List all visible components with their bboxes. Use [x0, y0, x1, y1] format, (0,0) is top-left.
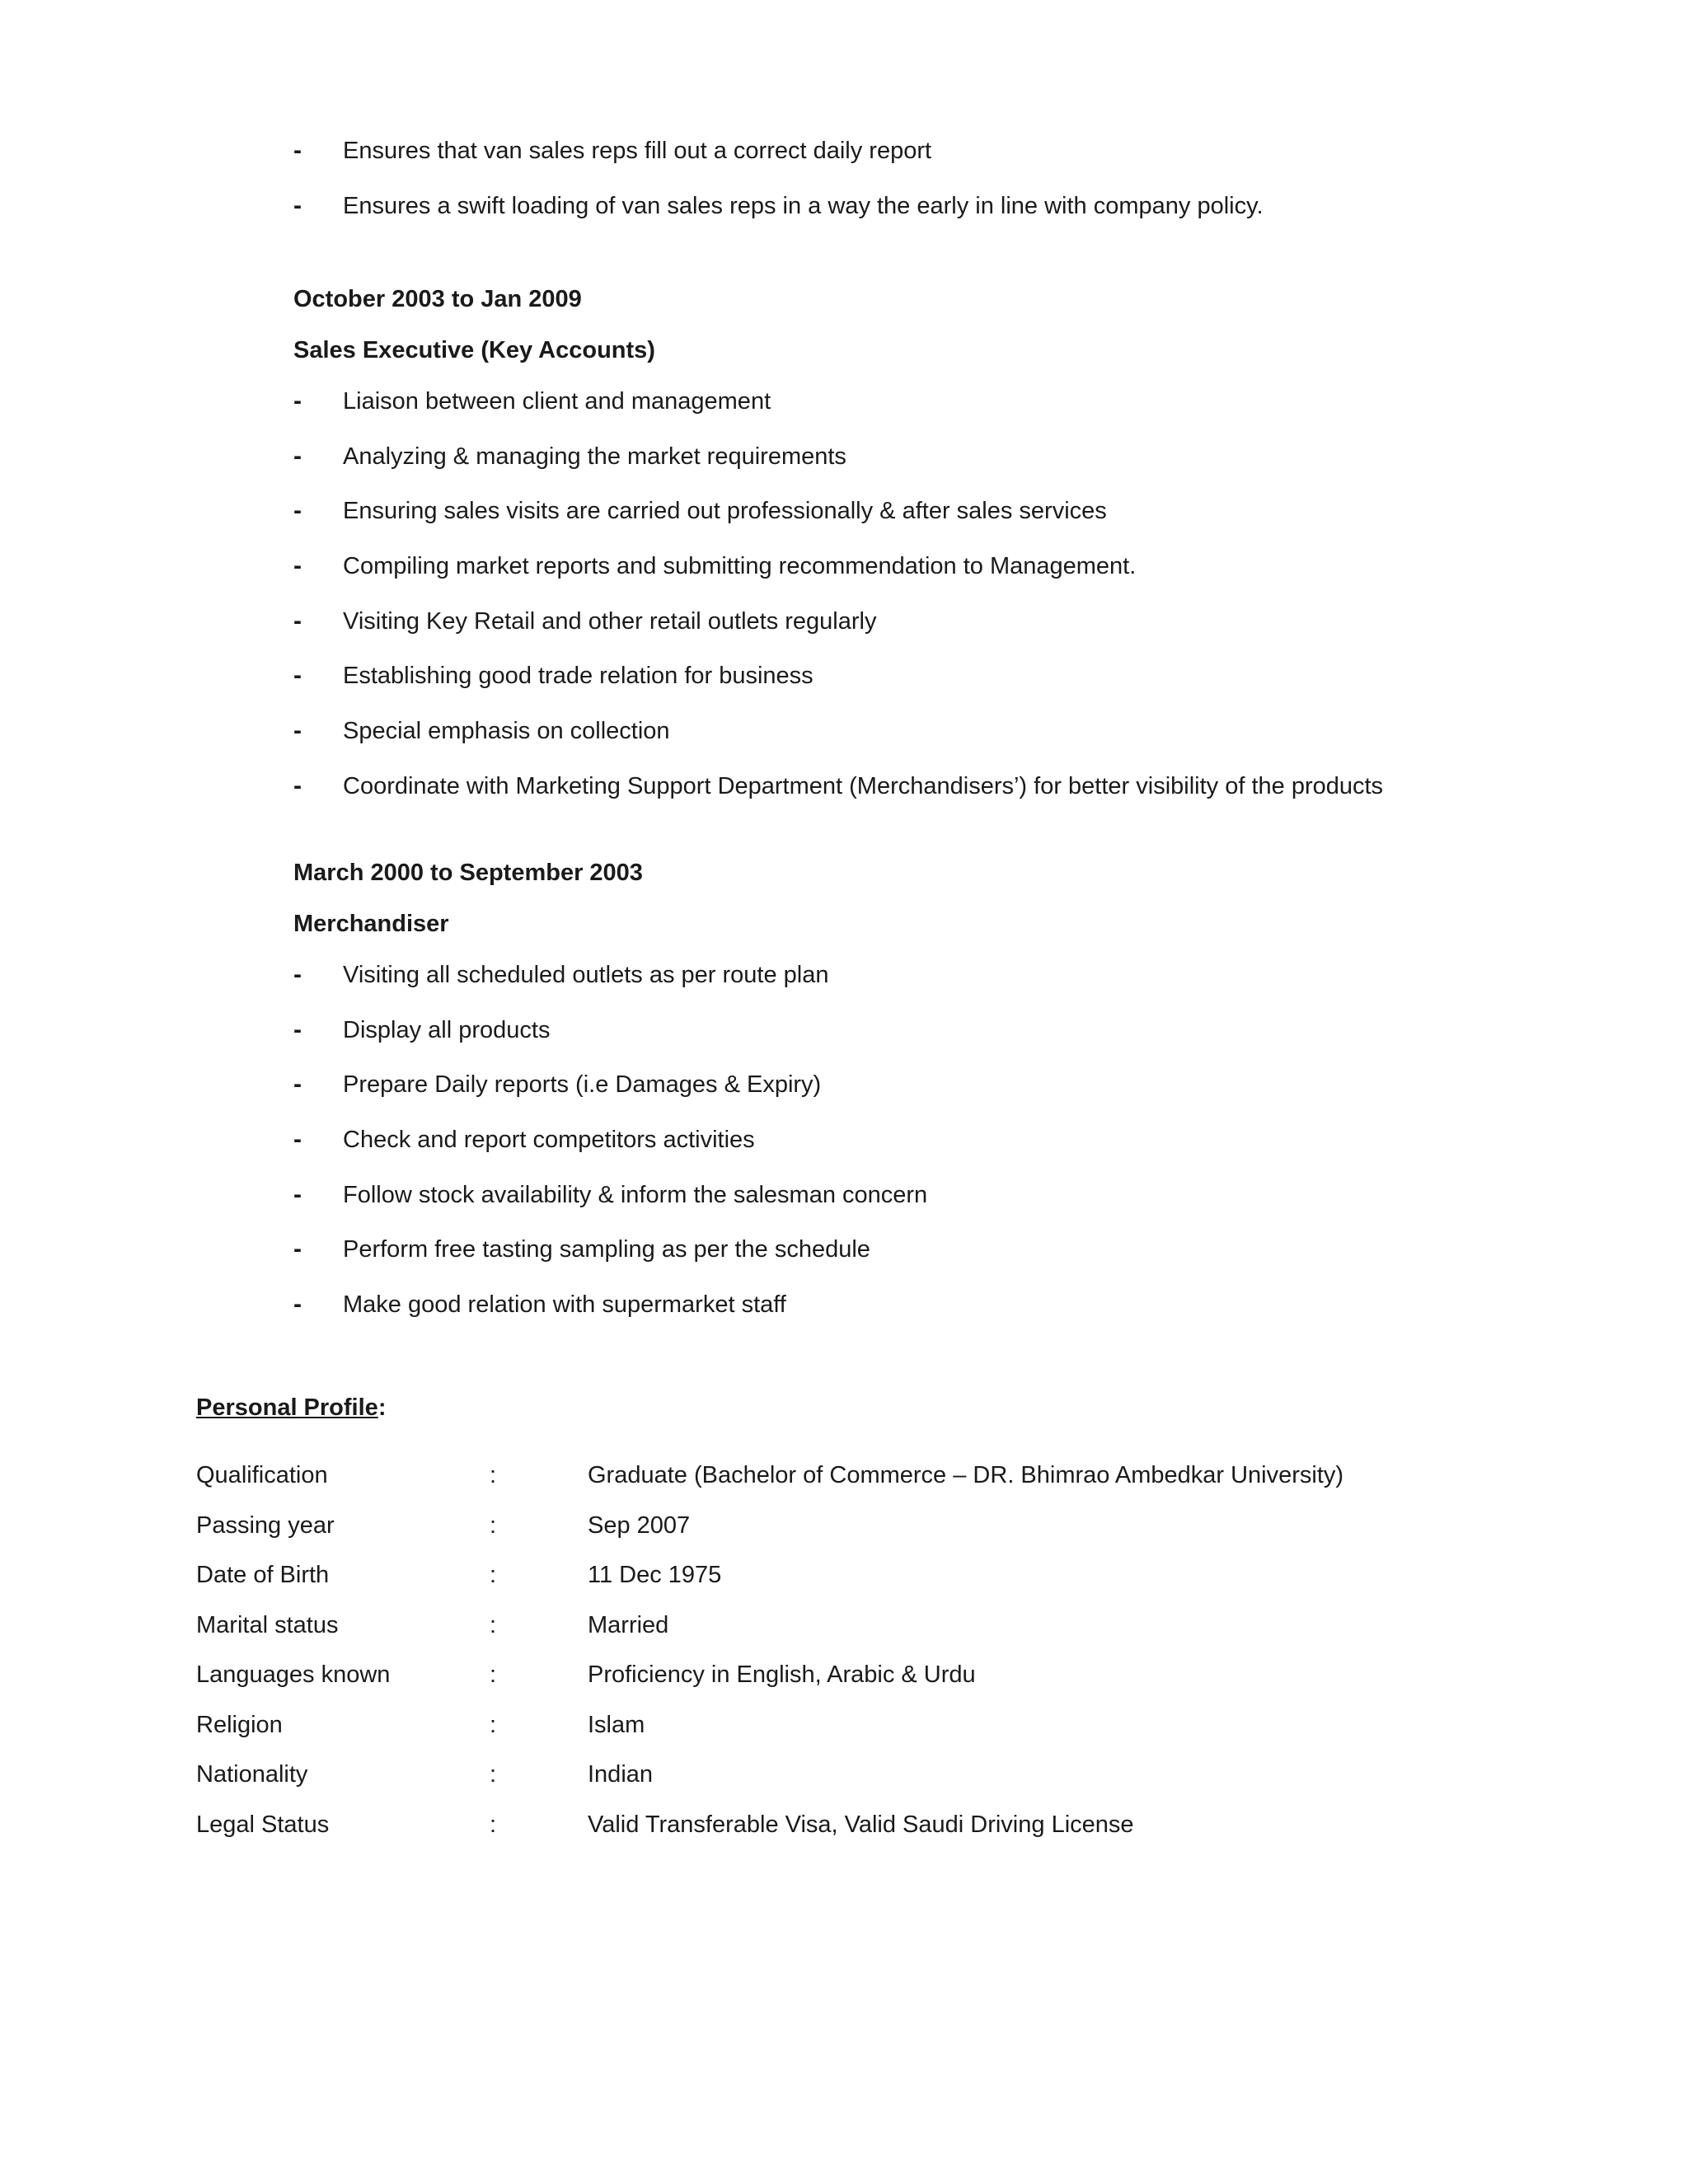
- bullet-dash: -: [293, 1071, 302, 1099]
- bullet-dash: -: [293, 662, 302, 690]
- list-item: [293, 960, 1530, 1015]
- profile-value: Sep 2007: [588, 1511, 691, 1539]
- bullet-dash: -: [293, 1291, 302, 1319]
- bullet-text: Follow stock availability & inform the salesman concern: [343, 1181, 928, 1208]
- bullet-text: Prepare Daily reports (i.e Damages & Expiry): [343, 1071, 822, 1099]
- profile-value: Valid Transferable Visa, Valid Saudi Driving License: [588, 1811, 1134, 1838]
- job-title: Sales Executive (Key Accounts): [293, 337, 655, 363]
- list-item: [293, 1015, 1530, 1071]
- bullet-dash: -: [293, 137, 302, 164]
- list-item: [293, 387, 1530, 442]
- bullet-dash: -: [293, 1015, 302, 1043]
- bullet-text: Establishing good trade relation for business: [343, 663, 814, 690]
- profile-separator: :: [490, 1462, 497, 1488]
- list-item: [293, 1290, 1530, 1345]
- bullet-text: Perform free tasting sampling as per the schedule: [343, 1236, 870, 1263]
- list-item: [293, 136, 1530, 191]
- bullet-dash: -: [293, 961, 302, 988]
- profile-row-date-of-birth: [196, 1560, 1515, 1610]
- profile-row-marital-status: [196, 1610, 1515, 1661]
- list-item: [293, 442, 1530, 497]
- profile-value: Indian: [588, 1761, 654, 1788]
- bullet-text: Visiting Key Retail and other retail outlets regularly: [343, 607, 877, 635]
- profile-label: Date of Birth: [196, 1562, 330, 1588]
- profile-separator: :: [490, 1811, 497, 1838]
- bullet-dash: -: [293, 1180, 302, 1208]
- profile-value: Married: [588, 1611, 669, 1638]
- profile-row-languages: [196, 1660, 1515, 1710]
- profile-label: Nationality: [196, 1761, 308, 1788]
- bullet-text: Compiling market reports and submitting recommendation to Management.: [343, 553, 1137, 580]
- bullet-text: Ensures that van sales reps fill out a correct daily report: [343, 138, 932, 164]
- profile-separator: :: [490, 1761, 497, 1788]
- profile-separator: :: [490, 1611, 497, 1638]
- profile-row-legal-status: [196, 1810, 1515, 1860]
- bullet-dash: -: [293, 497, 302, 525]
- bullet-text: Ensures a swift loading of van sales reps in a way the early in line with company policy.: [343, 192, 1264, 219]
- list-item: [293, 1235, 1530, 1290]
- profile-label: Languages known: [196, 1661, 391, 1688]
- profile-label: Marital status: [196, 1611, 339, 1638]
- profile-label: Legal Status: [196, 1811, 330, 1838]
- list-item: [293, 1070, 1530, 1125]
- profile-separator: :: [490, 1661, 497, 1688]
- profile-separator: :: [490, 1511, 497, 1539]
- personal-profile-heading: [196, 1393, 386, 1422]
- profile-value: 11 Dec 1975: [588, 1562, 722, 1588]
- list-item: [293, 496, 1530, 551]
- bullet-text: Ensuring sales visits are carried out professionally & after sales services: [343, 498, 1107, 525]
- bullet-text: Make good relation with supermarket staff: [343, 1291, 786, 1319]
- bullet-dash: -: [293, 552, 302, 580]
- list-item: [293, 551, 1530, 607]
- bullet-text: Display all products: [343, 1016, 551, 1043]
- profile-row-passing-year: [196, 1511, 1515, 1561]
- job-duties-list: [293, 387, 1530, 827]
- bullet-dash: -: [293, 442, 302, 470]
- profile-separator: :: [490, 1711, 497, 1738]
- profile-label: Religion: [196, 1711, 283, 1738]
- profile-row-qualification: [196, 1460, 1515, 1511]
- intro-bullets-section: [293, 136, 1530, 246]
- profile-value: Proficiency in English, Arabic & Urdu: [588, 1661, 976, 1688]
- personal-profile-table: [196, 1460, 1515, 1859]
- bullet-text: Coordinate with Marketing Support Department (Merchandisers’) for better visibility of the products: [343, 772, 1384, 799]
- profile-value: Graduate (Bachelor of Commerce – DR. Bhimrao Ambedkar University): [588, 1462, 1344, 1488]
- intro-bullet-list: [293, 136, 1530, 246]
- list-item: [293, 661, 1530, 716]
- profile-row-religion: [196, 1710, 1515, 1760]
- list-item: [293, 716, 1530, 771]
- profile-value: Islam: [588, 1711, 645, 1738]
- personal-profile-colon: :: [377, 1394, 387, 1421]
- job-period: March 2000 to September 2003: [293, 860, 643, 886]
- job-duties-list: [293, 960, 1530, 1345]
- bullet-text: Visiting all scheduled outlets as per route plan: [343, 962, 829, 988]
- profile-label: Passing year: [196, 1511, 335, 1539]
- job-title: Merchandiser: [293, 911, 449, 937]
- list-item: [293, 191, 1530, 246]
- profile-label: Qualification: [196, 1462, 328, 1488]
- profile-row-nationality: [196, 1760, 1515, 1810]
- job-period: October 2003 to Jan 2009: [293, 286, 582, 312]
- bullet-dash: -: [293, 1235, 302, 1263]
- job-section-merchandiser: [293, 858, 1530, 1345]
- bullet-dash: -: [293, 717, 302, 745]
- bullet-dash: -: [293, 771, 302, 799]
- bullet-text: Special emphasis on collection: [343, 718, 670, 745]
- bullet-text: Check and report competitors activities: [343, 1127, 755, 1154]
- bullet-dash: -: [293, 1126, 302, 1154]
- list-item: [293, 607, 1530, 662]
- bullet-dash: -: [293, 191, 302, 219]
- job-section-sales-executive: [293, 284, 1530, 827]
- bullet-text: Liaison between client and management: [343, 388, 771, 415]
- bullet-text: Analyzing & managing the market requirements: [343, 443, 846, 470]
- profile-separator: :: [490, 1562, 497, 1588]
- personal-profile-title: Personal Profile: [196, 1394, 378, 1421]
- bullet-dash: -: [293, 607, 302, 635]
- list-item: [293, 1180, 1530, 1235]
- list-item: [293, 771, 1530, 827]
- list-item: [293, 1125, 1530, 1180]
- bullet-dash: -: [293, 387, 302, 415]
